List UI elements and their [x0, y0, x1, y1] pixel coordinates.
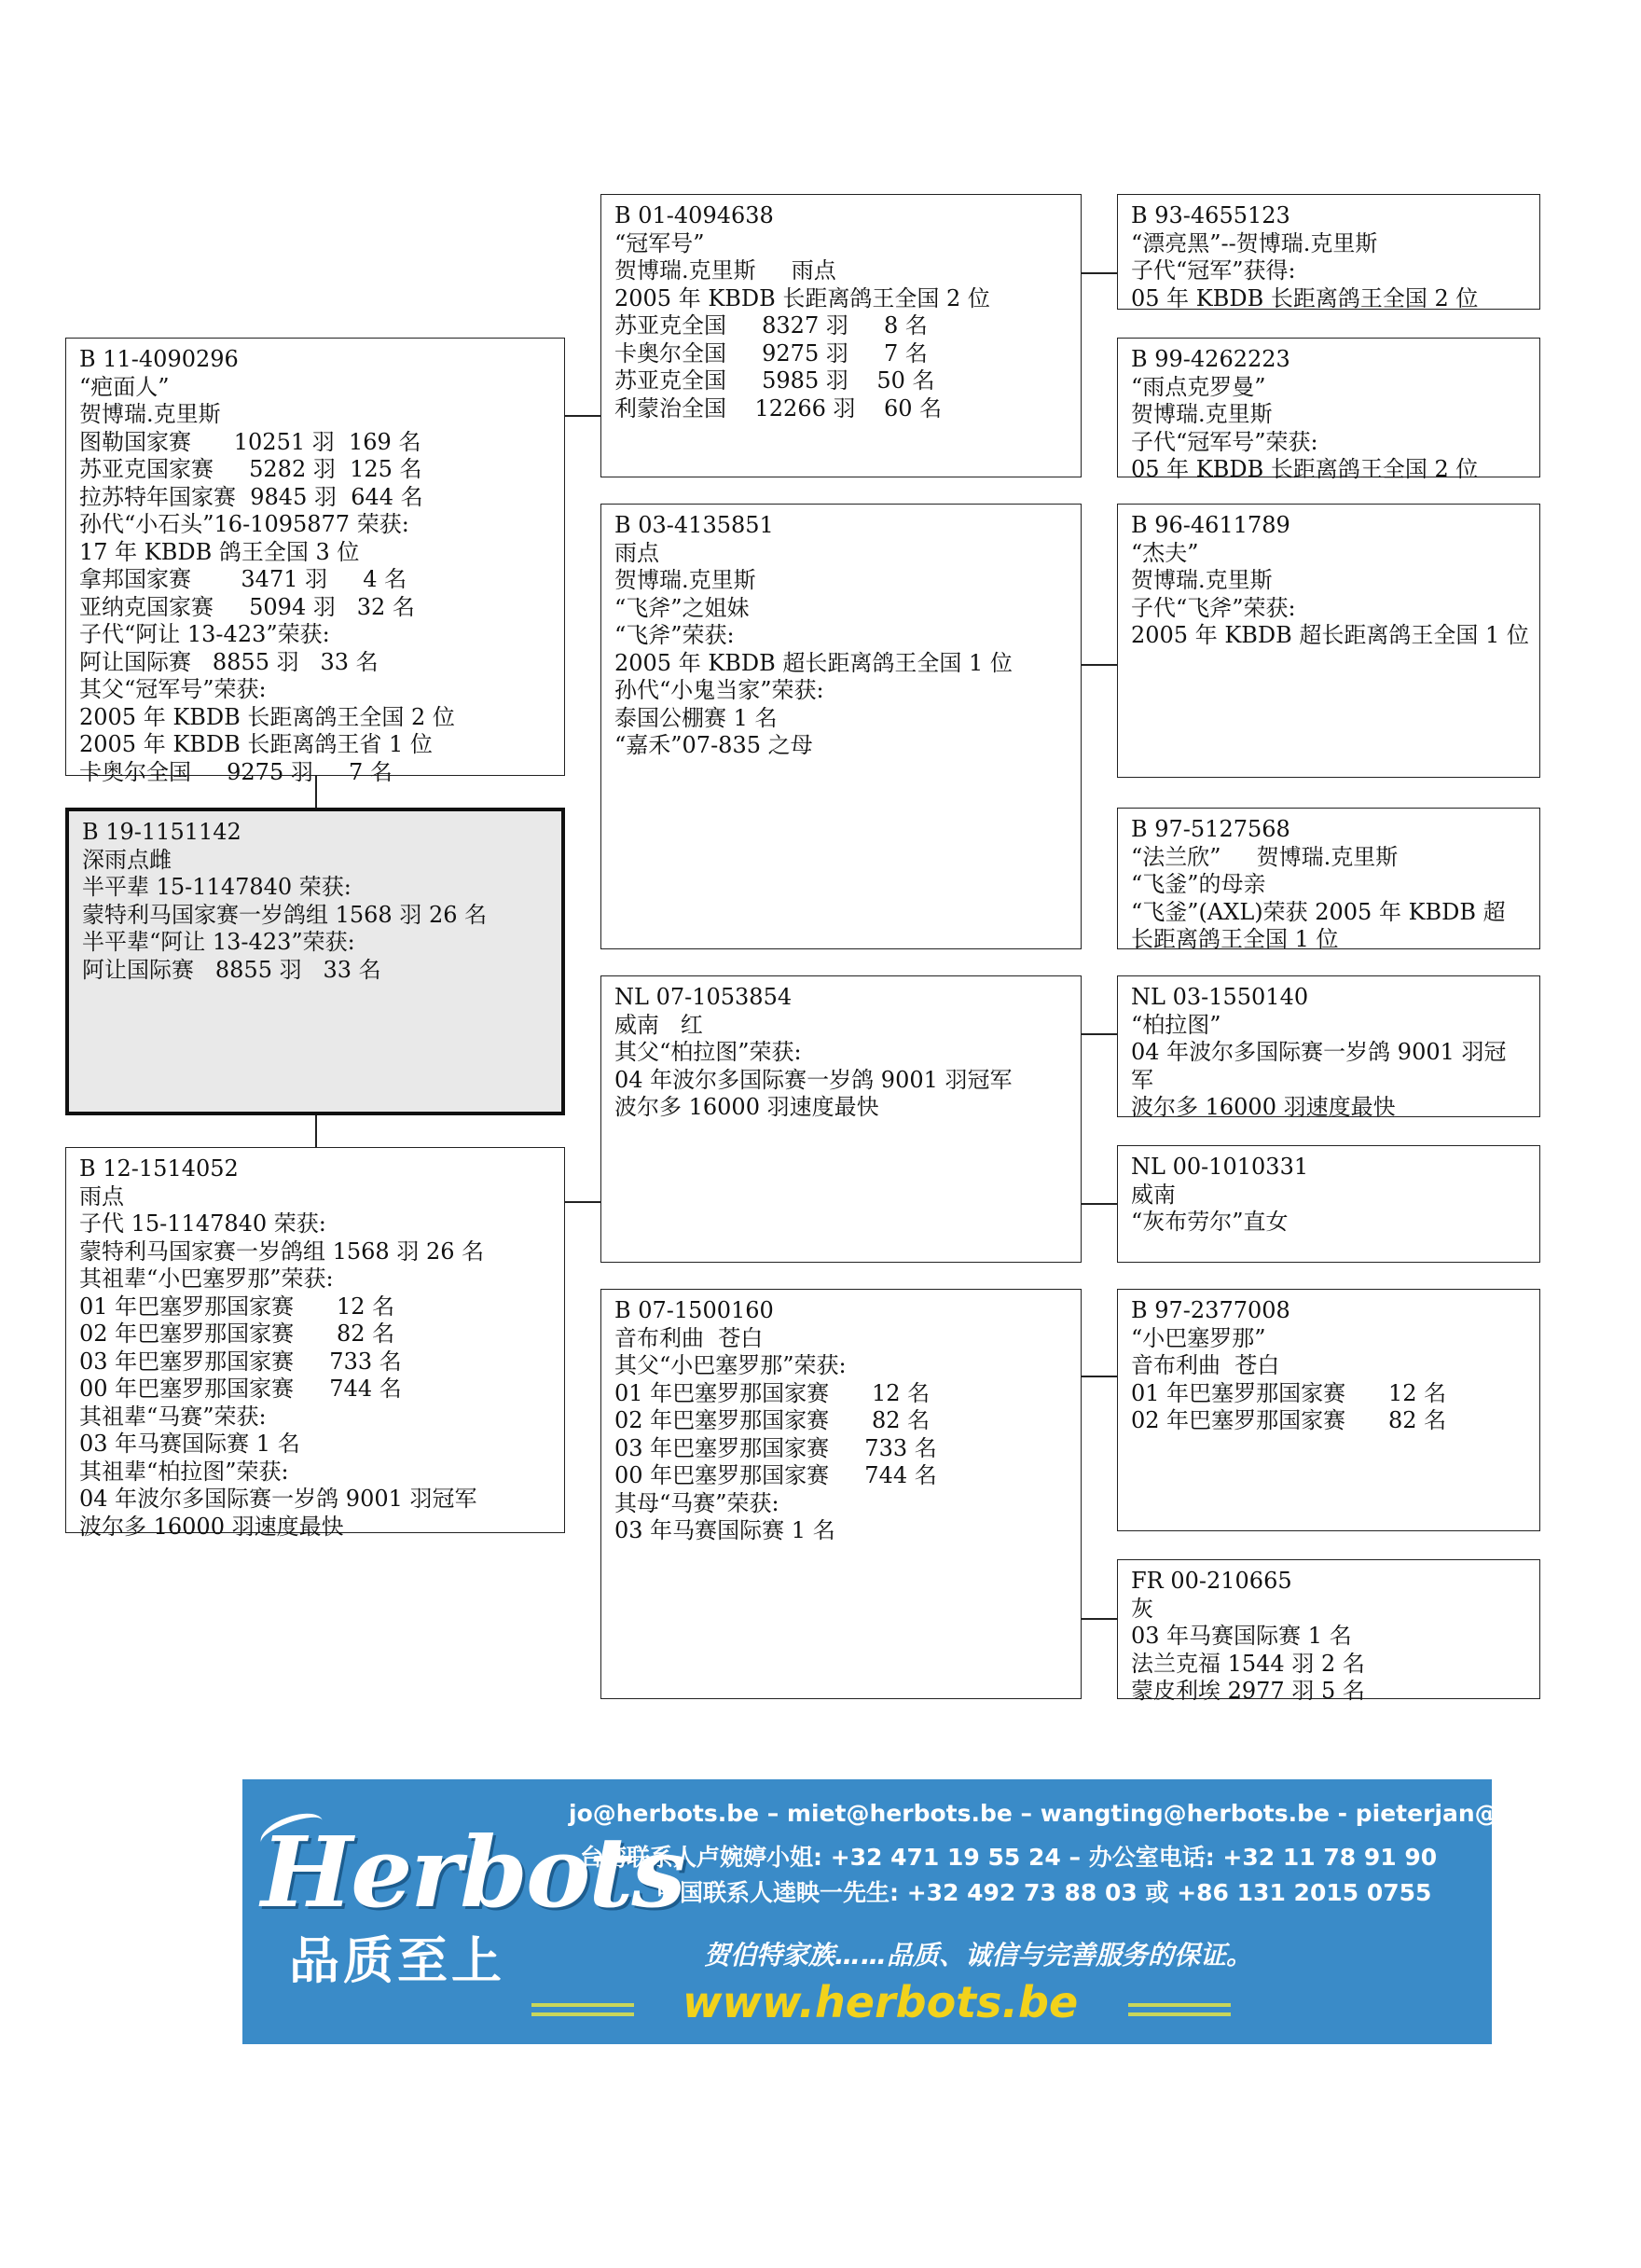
pedigree-card-ddd [1117, 1559, 1540, 1704]
text-line: 04 年波尔多国际赛一岁鸽 9001 羽冠 [1131, 1039, 1507, 1065]
text-line: 卡奥尔全国 9275 羽 7 名 [79, 758, 393, 785]
text-line: 03 年马赛国际赛 1 名 [79, 1431, 300, 1457]
pedigree-card-sire-dam [600, 504, 1082, 949]
text-line: 其母“马赛”荣获: [614, 1489, 779, 1516]
text-line: 05 年 KBDB 长距离鸽王全国 2 位 [1131, 284, 1479, 311]
pedigree-card-sire [65, 338, 565, 785]
text-line: 2005 年 KBDB 长距离鸽王省 1 位 [79, 731, 433, 757]
text-line: “嘉禾”07-835 之母 [614, 732, 813, 758]
connector-line [1080, 1203, 1117, 1205]
text-line: 蒙皮利埃 2977 羽 5 名 [1131, 1678, 1365, 1704]
text-line: 其父“冠军号”荣获: [79, 676, 267, 702]
text-line: B 96-4611789 [1131, 512, 1290, 538]
text-line: 卡奥尔全国 9275 羽 7 名 [614, 339, 928, 366]
taiwan-contact: 台湾联系人卢婉婷小姐: +32 471 19 55 24 – 办公室电话: +32 11 78 91 90 [580, 1844, 1438, 1871]
text-line: 2005 年 KBDB 长距离鸽王全国 2 位 [614, 284, 990, 311]
text-line: B 19-1151142 [82, 819, 241, 845]
text-line: 其祖辈“小巴塞罗那”荣获: [79, 1265, 334, 1292]
text-line: B 93-4655123 [1131, 202, 1290, 228]
text-line: 子代“冠军号”荣获: [1131, 428, 1318, 455]
text-line: 03 年马赛国际赛 1 名 [614, 1517, 835, 1543]
text-line: 威南 [1131, 1181, 1176, 1208]
text-line: NL 07-1053854 [614, 984, 793, 1010]
text-line: 利蒙治全国 12266 羽 60 名 [614, 394, 943, 422]
text-line: 2005 年 KBDB 长距离鸽王全国 2 位 [79, 703, 455, 730]
connector-line [1080, 664, 1117, 666]
herbots-logo: Herbots [261, 1815, 684, 1929]
text-line: 01 年巴塞罗那国家赛 12 名 [1131, 1379, 1447, 1406]
text-line: 泰国公棚赛 1 名 [614, 704, 778, 731]
text-line: 孙代“小鬼当家”荣获: [614, 677, 824, 703]
connector-line [563, 1201, 600, 1203]
text-line: 蒙特利马国家赛一岁鸽组 1568 羽 26 名 [82, 901, 488, 928]
text-line: B 11-4090296 [79, 346, 239, 372]
text-line: NL 03-1550140 [1131, 984, 1309, 1010]
text-line: 04 年波尔多国际赛一岁鸽 9001 羽冠军 [614, 1066, 1013, 1093]
connector-line [1080, 1033, 1117, 1035]
connector-line [1080, 1618, 1117, 1620]
text-line: 拿邦国家赛 3471 羽 4 名 [79, 566, 407, 592]
text-line: 其祖辈“柏拉图”荣获: [79, 1458, 289, 1485]
decorative-bar [531, 2012, 634, 2016]
pedigree-card-sdd [1117, 808, 1540, 952]
text-line: 雨点 [79, 1182, 124, 1210]
text-line: B 07-1500160 [614, 1297, 774, 1323]
text-line: 蒙特利马国家赛一岁鸽组 1568 羽 26 名 [79, 1238, 485, 1265]
text-line: 波尔多 16000 羽速度最快 [79, 1513, 344, 1540]
pedigree-card-dss [1117, 975, 1540, 1120]
tagline: 贺伯特家族……品质、诚信与完善服务的保证。 [704, 1940, 1253, 1971]
slogan: 品质至上 [289, 1931, 505, 1990]
pedigree-card-dam [65, 1147, 565, 1540]
text-line: “飞釜”(AXL)荣获 2005 年 KBDB 超 [1131, 898, 1506, 925]
text-line: 子代 15-1147840 荣获: [79, 1210, 326, 1237]
contact-emails: jo@herbots.be – miet@herbots.be – wangting@herbots.be - pieterjan@herbots.be [569, 1800, 1641, 1827]
text-line: 深雨点雌 [82, 846, 172, 873]
text-line: 雨点 [614, 539, 659, 566]
text-line: B 03-4135851 [614, 512, 774, 538]
text-line: 音布利曲 苍白 [1131, 1352, 1280, 1378]
connector-line [1080, 272, 1117, 274]
text-line: 01 年巴塞罗那国家赛 12 名 [614, 1379, 931, 1406]
text-line: 02 年巴塞罗那国家赛 82 名 [614, 1407, 931, 1433]
text-line: “漂亮黑”--贺博瑞.克里斯 [1131, 229, 1378, 256]
website-link[interactable]: www.herbots.be [683, 1977, 1079, 2027]
text-line: 04 年波尔多国际赛一岁鸽 9001 羽冠军 [79, 1486, 477, 1512]
text-line: “法兰欣” 贺博瑞.克里斯 [1131, 843, 1399, 870]
pedigree-card-ssd [1117, 338, 1540, 482]
text-line: 拉苏特年国家赛 9845 羽 644 名 [79, 483, 423, 510]
text-line: 亚纳克国家赛 5094 羽 32 名 [79, 593, 415, 620]
text-line: 半平辈“阿让 13-423”荣获: [82, 929, 355, 955]
text-line: B 97-2377008 [1131, 1297, 1290, 1323]
text-line: 03 年巴塞罗那国家赛 733 名 [79, 1348, 402, 1375]
pedigree-card-dsd [1117, 1145, 1540, 1263]
text-line: 其父“小巴塞罗那”荣获: [614, 1352, 847, 1378]
text-line: 03 年巴塞罗那国家赛 733 名 [614, 1434, 937, 1461]
text-line: 长距离鸽王全国 1 位 [1131, 926, 1339, 952]
text-line: 波尔多 16000 羽速度最快 [1131, 1094, 1396, 1120]
text-line: B 12-1514052 [79, 1155, 239, 1182]
text-line: 子代“冠军”获得: [1131, 257, 1296, 284]
text-line: 半平辈 15-1147840 荣获: [82, 874, 352, 900]
pedigree-card-dam-dam [600, 1289, 1082, 1699]
text-line: B 97-5127568 [1131, 816, 1290, 842]
connector-line [563, 415, 600, 417]
decorative-bar [1128, 2003, 1231, 2007]
text-line: 2005 年 KBDB 超长距离鸽王全国 1 位 [1131, 622, 1529, 648]
text-line: 贺博瑞.克里斯 [614, 567, 756, 593]
pedigree-card-subject [65, 808, 565, 1115]
text-line: 贺博瑞.克里斯 [1131, 401, 1273, 427]
text-line: FR 00-210665 [1131, 1568, 1292, 1594]
china-contact: 中国联系人逵眏一先生: +32 492 73 88 03 或 +86 131 2015 0755 [656, 1879, 1432, 1906]
text-line: 苏亚克全国 8327 羽 8 名 [614, 312, 928, 339]
text-line: 01 年巴塞罗那国家赛 12 名 [79, 1293, 395, 1320]
text-line: 其祖辈“马赛”荣获: [79, 1403, 267, 1430]
text-line: 17 年 KBDB 鸽王全国 3 位 [79, 538, 360, 565]
text-line: 法兰克福 1544 羽 2 名 [1131, 1650, 1365, 1677]
text-line: “灰布劳尔”直女 [1131, 1209, 1289, 1235]
text-line: 阿让国际赛 8855 羽 33 名 [79, 648, 379, 675]
text-line: 贺博瑞.克里斯 雨点 [614, 257, 836, 284]
connector-line [1080, 1376, 1117, 1377]
text-line: 孙代“小石头”16-1095877 荣获: [79, 511, 409, 537]
text-line: “疤面人” [79, 373, 170, 400]
pedigree-card-sds [1117, 504, 1540, 778]
text-line: “飞斧”之姐妹 [614, 594, 750, 621]
text-line: 阿让国际赛 8855 羽 33 名 [82, 956, 381, 983]
text-line: B 01-4094638 [614, 202, 774, 228]
text-line: “飞釜”的母亲 [1131, 871, 1266, 897]
connector-line [315, 1115, 317, 1147]
herbots-banner [242, 1779, 1641, 2044]
pedigree-card-sire-sire [600, 194, 1082, 477]
text-line: 子代“飞斧”荣获: [1131, 594, 1296, 621]
decorative-bar [1128, 2012, 1231, 2016]
text-line: 苏亚克全国 5985 羽 50 名 [614, 367, 935, 394]
text-line: 05 年 KBDB 长距离鸽王全国 2 位 [1131, 456, 1479, 482]
text-line: 贺博瑞.克里斯 [79, 401, 221, 427]
text-line: 02 年巴塞罗那国家赛 82 名 [1131, 1407, 1447, 1433]
text-line: 波尔多 16000 羽速度最快 [614, 1094, 879, 1120]
text-line: 00 年巴塞罗那国家赛 744 名 [79, 1376, 402, 1402]
text-line: 威南 红 [614, 1011, 703, 1038]
text-line: 03 年马赛国际赛 1 名 [1131, 1623, 1352, 1649]
pedigree-card-dds [1117, 1289, 1540, 1531]
text-line: “冠军号” [614, 229, 705, 256]
text-line: 02 年巴塞罗那国家赛 82 名 [79, 1321, 395, 1347]
text-line: 2005 年 KBDB 超长距离鸽王全国 1 位 [614, 649, 1013, 676]
text-line: “小巴塞罗那” [1131, 1324, 1266, 1351]
text-line: 灰 [1131, 1595, 1153, 1622]
pedigree-card-dam-sire [600, 975, 1082, 1263]
text-line: 军 [1131, 1066, 1153, 1093]
text-line: NL 00-1010331 [1131, 1154, 1309, 1180]
decorative-bar [531, 2003, 634, 2007]
text-line: B 99-4262223 [1131, 346, 1290, 372]
text-line: “飞斧”荣获: [614, 622, 735, 648]
text-line: 苏亚克国家赛 5282 羽 125 名 [79, 456, 422, 482]
text-line: 图勒国家赛 10251 羽 169 名 [79, 428, 421, 455]
text-line: “柏拉图” [1131, 1011, 1221, 1038]
text-line: “雨点克罗曼” [1131, 373, 1266, 400]
text-line: 其父“柏拉图”荣获: [614, 1039, 802, 1065]
pedigree-card-sss [1117, 194, 1540, 310]
text-line: 子代“阿让 13-423”荣获: [79, 621, 330, 647]
text-line: 音布利曲 苍白 [614, 1324, 764, 1351]
text-line: 贺博瑞.克里斯 [1131, 567, 1273, 593]
text-line: 00 年巴塞罗那国家赛 744 名 [614, 1462, 937, 1488]
text-line: “杰夫” [1131, 539, 1199, 566]
